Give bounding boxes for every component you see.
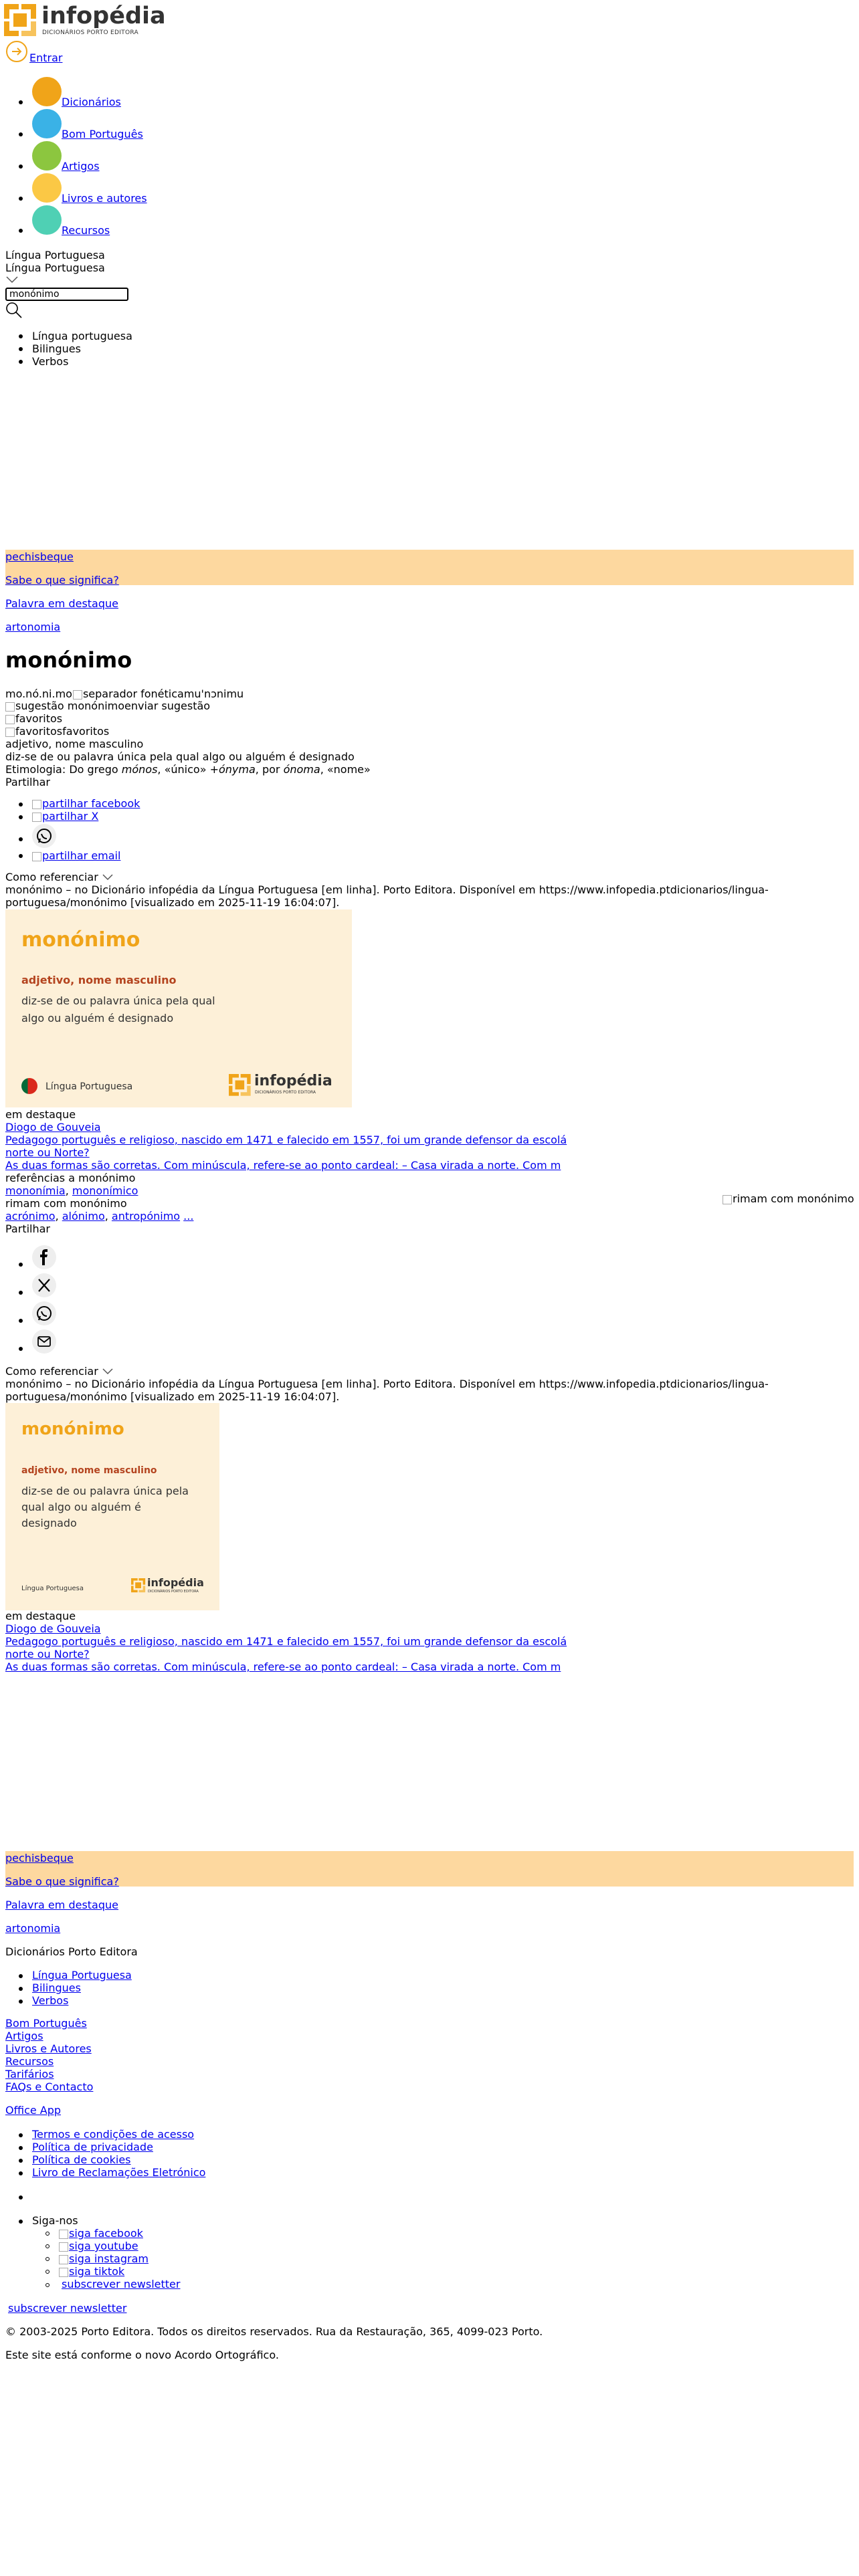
citation-text: monónimo – no Dicionário infopédia da Língua Portuguesa [em linha]. Porto Editora. Disponível em https://www.infopedia.ptdicionarios/lingua- — [5, 883, 769, 896]
social-label: siga facebook — [69, 2227, 143, 2240]
search-icon[interactable] — [5, 302, 23, 319]
legal-link[interactable]: Política de cookies — [32, 2153, 131, 2166]
reference-link[interactable]: mononímico — [72, 1184, 138, 1197]
rhymes-image — [723, 1192, 854, 1205]
bullet — [19, 2220, 23, 2224]
logo-icon — [131, 1578, 146, 1593]
etymology-word: ónoma — [283, 763, 320, 776]
word-promo-banner[interactable] — [5, 550, 854, 585]
artigos-icon — [32, 141, 62, 171]
highlight-label: em destaque — [5, 1108, 76, 1121]
suggest-button[interactable]: enviar sugestão — [124, 700, 211, 712]
chevron-down-icon[interactable] — [5, 276, 19, 284]
card-language: Língua Portuguesa — [45, 1081, 133, 1092]
footer-link[interactable]: FAQs e Contacto — [5, 2080, 94, 2093]
footer-dict-link[interactable]: Verbos — [32, 1994, 69, 2007]
dictionary-select[interactable]: Língua Portuguesa — [5, 249, 105, 261]
dictionary-label: Língua Portuguesa — [5, 261, 105, 274]
broken-image-icon — [5, 728, 15, 737]
highlight-title[interactable]: Diogo de Gouveia — [5, 1121, 101, 1134]
social-label: siga youtube — [69, 2240, 138, 2252]
bullet — [45, 2283, 50, 2287]
promo-word[interactable]: pechisbeque — [5, 1852, 74, 1864]
bullet — [19, 1974, 23, 1978]
citation-text: monónimo – no Dicionário infopédia da Língua Portuguesa [em linha]. Porto Editora. Disponível em https://www.infopedia.ptdicionarios/lingua- — [5, 1378, 769, 1390]
whatsapp-icon[interactable] — [32, 824, 56, 848]
promo-word[interactable]: pechisbeque — [5, 550, 74, 563]
share-email-label: partilhar email — [42, 849, 121, 862]
featured-word[interactable]: artonomia — [5, 621, 61, 633]
rhyme-link[interactable]: antropónimo — [111, 1210, 181, 1222]
legal-link[interactable]: Livro de Reclamações Eletrónico — [32, 2166, 206, 2179]
how-to-cite-label: Como referenciar — [5, 871, 98, 883]
bullet — [19, 815, 23, 819]
promo-question[interactable]: Sabe o que significa? — [5, 574, 119, 586]
copyright: © 2003-2025 Porto Editora. Todos os direitos reservados. Rua da Restauração, 365, 4099-023 Porto. — [5, 2325, 543, 2338]
highlight-description[interactable]: Pedagogo português e religioso, nascido em 1471 e falecido em 1557, foi um grande defensor da escolá — [5, 1134, 567, 1146]
references-label: referências a monónimo — [5, 1172, 136, 1184]
bullet — [19, 347, 23, 351]
bullet — [19, 2000, 23, 2004]
bullet — [19, 2146, 23, 2150]
bullet — [19, 854, 23, 858]
nav-label[interactable]: Artigos — [62, 160, 100, 173]
office-app-link[interactable]: Office App — [5, 2104, 62, 2117]
broken-image-icon — [59, 2268, 68, 2277]
highlight-answer[interactable]: As duas formas são corretas. Com minúscula, refere-se ao ponto cardeal: – Casa virada a norte. Com m — [5, 1660, 561, 1673]
nav-label[interactable]: Livros e autores — [62, 192, 147, 205]
bullet — [19, 1347, 23, 1351]
share-label: Partilhar — [5, 776, 50, 788]
share-email[interactable] — [32, 849, 120, 862]
reference-link[interactable]: mononímia — [5, 1184, 66, 1197]
newsletter-link[interactable]: subscrever newsletter — [62, 2278, 181, 2290]
footer-dict-link[interactable]: Língua Portuguesa — [32, 1969, 132, 1981]
spelling-agreement: Este site está conforme o novo Acordo Ortográfico. — [5, 2349, 279, 2361]
broken-image-icon — [59, 2230, 68, 2239]
featured-word[interactable]: artonomia — [5, 1922, 61, 1935]
chevron-down-icon — [102, 874, 114, 881]
card-brand-sub: DICIONÁRIOS PORTO EDITORA — [255, 1090, 316, 1095]
promo-question[interactable]: Sabe o que significa? — [5, 1875, 119, 1888]
card-word: monónimo — [21, 1419, 124, 1439]
highlight-question[interactable]: norte ou Norte? — [5, 1648, 90, 1660]
separator-alt: separador fonética — [82, 687, 184, 700]
share-label: Partilhar — [5, 1222, 50, 1235]
citation-text: portuguesa/monónimo [visualizado em 2025-11-19 16:04:07]. — [5, 1390, 340, 1403]
featured-label[interactable]: Palavra em destaque — [5, 597, 118, 610]
bullet — [45, 2244, 50, 2248]
how-to-cite-label: Como referenciar — [5, 1365, 98, 1378]
bullet — [19, 837, 23, 841]
share-x[interactable] — [32, 810, 98, 823]
footer-link[interactable]: Livros e Autores — [5, 2042, 92, 2055]
bullet — [19, 1263, 23, 1267]
bullet — [19, 197, 23, 201]
footer-link[interactable]: Bom Português — [5, 2017, 87, 2030]
recursos-icon — [32, 205, 62, 235]
portugal-flag-icon — [21, 1078, 37, 1094]
share-facebook[interactable] — [32, 797, 140, 810]
etymology — [5, 763, 371, 776]
bom-portugues-icon — [32, 109, 62, 138]
search-input[interactable] — [5, 288, 128, 301]
footer-link[interactable]: Recursos — [5, 2055, 54, 2068]
page-title: monónimo — [5, 647, 132, 673]
more-rhymes-link[interactable]: ... — [183, 1210, 194, 1222]
broken-image-icon — [32, 852, 41, 861]
footer-link[interactable]: Artigos — [5, 2030, 43, 2042]
bullet — [19, 802, 23, 807]
etymology-word: mónos — [121, 763, 158, 776]
card-language: Língua Portuguesa — [21, 1585, 84, 1592]
phonetic: mu'nɔnimu — [183, 687, 244, 700]
legal-link[interactable]: Termos e condições de acesso — [32, 2128, 195, 2141]
bullet — [19, 360, 23, 364]
rhymes-list: acrónimo, alónimo, antropónimo ... — [5, 1210, 194, 1222]
bullet — [45, 2270, 50, 2274]
rhymes-label: rimam com monónimo — [5, 1197, 127, 1210]
social-youtube[interactable] — [59, 2240, 138, 2252]
share-card-small — [5, 1403, 219, 1610]
broken-image-icon — [32, 800, 41, 809]
featured-label[interactable]: Palavra em destaque — [5, 1899, 118, 1911]
nav-label[interactable]: Recursos — [62, 224, 110, 237]
highlight-answer[interactable]: As duas formas são corretas. Com minúscula, refere-se ao ponto cardeal: – Casa virada a norte. Com m — [5, 1159, 561, 1172]
legal-link[interactable]: Política de privacidade — [32, 2141, 153, 2153]
rhymes-image-alt: rimam com monónimo — [733, 1192, 854, 1205]
card-brand: infopédia — [254, 1073, 332, 1089]
broken-image-icon — [59, 2255, 68, 2264]
etymology-text: , por — [255, 763, 280, 776]
highlight-title[interactable]: Diogo de Gouveia — [5, 1622, 101, 1635]
card-brand-sub: DICIONÁRIOS PORTO EDITORA — [148, 1590, 199, 1594]
etymology-prefix: Etimologia: Do grego — [5, 763, 118, 776]
etymology-text: , «nome» — [320, 763, 371, 776]
broken-image-icon — [32, 813, 41, 822]
social-facebook[interactable] — [59, 2227, 143, 2240]
logo[interactable] — [4, 3, 166, 37]
bullet — [45, 2232, 50, 2236]
broken-image-icon — [5, 702, 15, 712]
bullet — [19, 2195, 23, 2199]
rhyme-link[interactable]: alónimo — [62, 1210, 105, 1222]
footer-link[interactable]: Tarifários — [5, 2068, 54, 2080]
references-list: mononímia, mononímico — [5, 1184, 138, 1197]
etymology-text: , «único» + — [157, 763, 219, 776]
how-to-cite-toggle[interactable] — [5, 871, 114, 883]
share-x-label: partilhar X — [42, 810, 99, 823]
whatsapp-icon[interactable] — [32, 1301, 56, 1325]
favorites-alt: favoritos — [15, 725, 63, 738]
favorites-row[interactable] — [5, 725, 109, 738]
dictionaries-icon — [32, 77, 62, 106]
logo-subtitle: DICIONÁRIOS PORTO EDITORA — [42, 29, 139, 36]
bullet — [19, 1291, 23, 1295]
nav-label[interactable]: Bom Português — [62, 128, 143, 140]
social-label: siga instagram — [69, 2252, 149, 2265]
broken-image-icon — [723, 1195, 732, 1204]
nav-label[interactable]: Dicionários — [62, 96, 121, 108]
bullet — [19, 334, 23, 338]
rhyme-link[interactable]: acrónimo — [5, 1210, 56, 1222]
social-label: siga tiktok — [69, 2265, 125, 2278]
search-option[interactable]: Língua portuguesa — [32, 330, 132, 342]
suggest-row[interactable] — [5, 700, 210, 712]
card-brand: infopédia — [147, 1576, 204, 1589]
bullet — [19, 165, 23, 169]
favorites-button[interactable]: favoritos — [62, 725, 110, 738]
bullet — [19, 1319, 23, 1323]
bullet — [19, 2171, 23, 2175]
card-definition: diz-se de ou palavra única pela qual algo ou alguém é designado — [21, 1485, 189, 1529]
search-option[interactable]: Verbos — [32, 355, 69, 368]
pronunciation — [5, 687, 244, 700]
word-promo-banner[interactable] — [5, 1851, 854, 1887]
chevron-down-icon — [102, 1368, 114, 1375]
grammatical-category: adjetivo, nome masculino — [5, 738, 144, 750]
footer-brand: Dicionários Porto Editora — [5, 1945, 138, 1958]
logo-text: infopédia — [41, 3, 166, 29]
citation-text: portuguesa/monónimo [visualizado em 2025-11-19 16:04:07]. — [5, 896, 340, 909]
login-icon — [5, 40, 28, 63]
share-card-large — [5, 909, 352, 1107]
bullet — [19, 1987, 23, 1991]
bullet — [19, 100, 23, 104]
footer-dict-link[interactable]: Bilingues — [32, 1981, 81, 1994]
broken-image-icon — [5, 715, 15, 724]
syllables: mo.nó.ni.mo — [5, 687, 72, 700]
follow-label: Siga-nos — [32, 2214, 78, 2227]
separator-image — [73, 690, 82, 700]
how-to-cite-toggle[interactable] — [5, 1365, 114, 1378]
bullet — [19, 229, 23, 233]
bullet — [19, 2159, 23, 2163]
social-tiktok[interactable] — [59, 2265, 124, 2278]
facebook-icon[interactable] — [32, 1245, 56, 1269]
logo-icon — [4, 4, 37, 37]
card-word: monónimo — [21, 928, 140, 952]
login-label[interactable]: Entrar — [29, 51, 63, 64]
bullet — [19, 132, 23, 136]
etymology-word: ónyma — [218, 763, 256, 776]
card-category: adjetivo, nome masculino — [21, 974, 177, 986]
newsletter-button[interactable]: subscrever newsletter — [8, 2302, 127, 2315]
highlight-label: em destaque — [5, 1610, 76, 1622]
search-option[interactable]: Bilingues — [32, 342, 81, 355]
share-facebook-label: partilhar facebook — [42, 797, 140, 810]
favorites-image-row — [5, 712, 62, 725]
bullet — [19, 2133, 23, 2137]
broken-image-icon — [59, 2242, 68, 2252]
logo-icon — [229, 1074, 252, 1097]
x-icon[interactable] — [32, 1273, 56, 1297]
highlight-description[interactable]: Pedagogo português e religioso, nascido em 1471 e falecido em 1557, foi um grande defensor da escolá — [5, 1635, 567, 1648]
definition: diz-se de ou palavra única pela qual algo ou alguém é designado — [5, 750, 355, 763]
favorites-alt: favoritos — [15, 712, 63, 725]
suggest-alt: sugestão monónimo — [15, 700, 125, 712]
card-definition: diz-se de ou palavra única pela qual algo ou alguém é designado — [21, 994, 215, 1025]
bullet — [45, 2257, 50, 2261]
social-instagram[interactable] — [59, 2252, 149, 2265]
card-category: adjetivo, nome masculino — [21, 1465, 157, 1476]
livros-icon — [32, 173, 62, 203]
highlight-question[interactable]: norte ou Norte? — [5, 1146, 90, 1159]
email-icon[interactable] — [32, 1329, 56, 1354]
